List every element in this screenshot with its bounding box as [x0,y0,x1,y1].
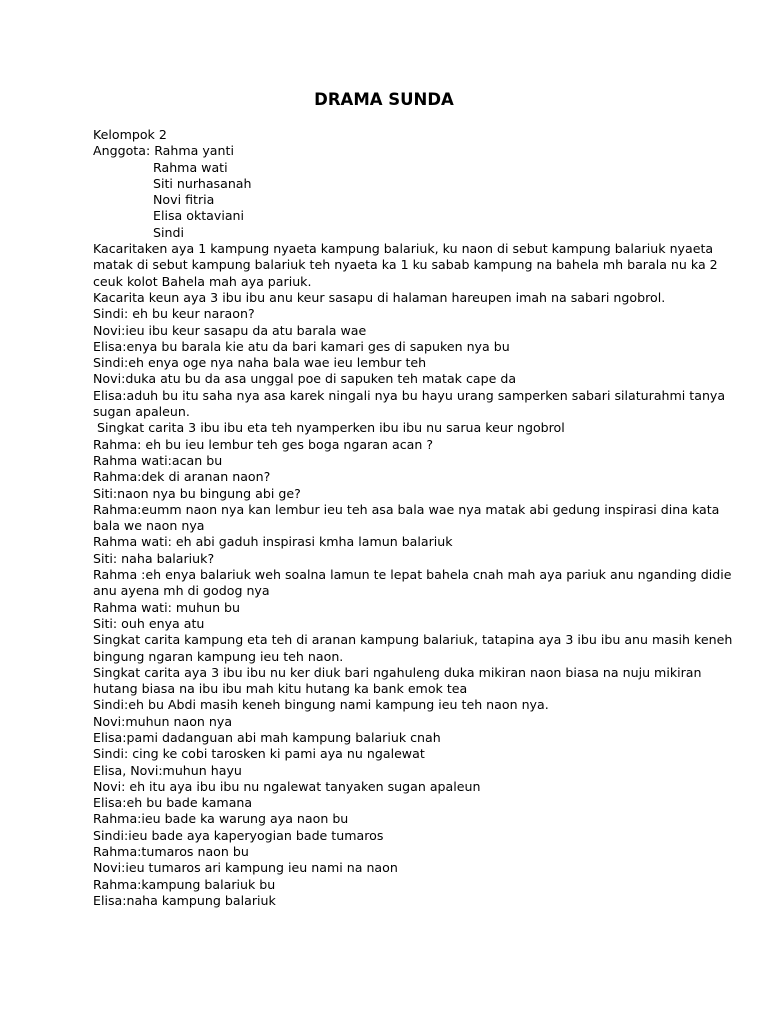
text-line: Kacaritaken aya 1 kampung nyaeta kampung balariuk, ku naon di sebut kampung balariuk nyaeta [93,241,714,257]
text-line: bala we naon nya [93,518,205,534]
text-line: Elisa:enya bu barala kie atu da bari kamari ges di sapuken nya bu [93,338,510,354]
text-line: Novi:muhun naon nya [93,713,233,729]
text-line: Rahma:ieu bade ka warung aya naon bu [93,811,349,827]
member-line: Rahma wati [153,159,228,175]
text-line: Siti: naha balariuk? [93,550,215,566]
text-line: Kacarita keun aya 3 ibu ibu anu keur sasapu di halaman hareupen imah na sabari ngobrol. [93,289,666,305]
member-line: Siti nurhasanah [153,175,252,191]
text-line: Novi:ieu ibu keur sasapu da atu barala wae [93,322,367,338]
member-line: Elisa oktaviani [153,208,245,224]
members-label-line: Anggota: Rahma yanti [93,143,234,159]
text-line: Rahma:dek di aranan naon? [93,469,271,485]
text-line: Singkat carita 3 ibu ibu eta teh nyamperken ibu ibu nu sarua keur ngobrol [93,420,565,436]
text-line: Rahma:tumaros naon bu [93,844,249,860]
text-line: Siti: ouh enya atu [93,615,205,631]
text-line: Singkat carita aya 3 ibu ibu nu ker diuk bari ngahuleng duka mikiran naon biasa na nuju mikiran [93,664,702,680]
text-line: Rahma wati: eh abi gaduh inspirasi kmha lamun balariuk [93,534,453,550]
text-line: Sindi: eh bu keur naraon? [93,306,255,322]
text-line: Novi:duka atu bu da asa unggal poe di sapuken teh matak cape da [93,371,517,387]
text-line: Rahma :eh enya balariuk weh soalna lamun te lepat bahela cnah mah aya pariuk anu nganding didie [93,567,732,583]
group-line: Kelompok 2 [93,127,167,142]
text-line: Sindi:ieu bade aya kaperyogian bade tumaros [93,827,384,843]
text-line: Elisa, Novi:muhun hayu [93,762,242,778]
text-line: bingung ngaran kampung ieu teh naon. [93,648,344,664]
text-line: ceuk kolot Bahela mah aya pariuk. [93,273,312,289]
text-line: Rahma:kampung balariuk bu [93,876,276,892]
text-line: Novi:ieu tumaros ari kampung ieu nami na naon [93,860,398,876]
text-line: Siti:naon nya bu bingung abi ge? [93,485,301,501]
text-line: anu ayena mh di godog nya [93,583,270,599]
text-line: Rahma:eumm naon nya kan lembur ieu teh asa bala wae nya matak abi gedung inspirasi dina kata [93,501,720,517]
document-title: DRAMA SUNDA [314,90,454,109]
member-line: Novi fitria [153,192,215,208]
text-line: Elisa:pami dadanguan abi mah kampung balariuk cnah [93,729,441,745]
text-line: Elisa:naha kampung balariuk [93,892,276,908]
text-line: hutang biasa na ibu ibu mah kitu hutang ka bank emok tea [93,681,468,697]
text-line: Sindi:eh bu Abdi masih keneh bingung nami kampung ieu teh naon nya. [93,697,549,713]
text-line: Rahma wati: muhun bu [93,599,241,615]
text-line: Elisa:aduh bu itu saha nya asa karek ningali nya bu hayu urang samperken sabari silaturahmi tanya [93,387,726,403]
member-line: Sindi [153,224,184,240]
text-line: Elisa:eh bu bade kamana [93,795,253,811]
text-line: Sindi: cing ke cobi tarosken ki pami aya nu ngalewat [93,746,425,762]
text-line: Rahma wati:acan bu [93,452,223,468]
document-body [93,127,733,909]
text-line: matak di sebut kampung balariuk teh nyaeta ka 1 ku sabab kampung na bahela mh barala nu ka 2 [93,257,718,273]
text-line: Novi: eh itu aya ibu ibu nu ngalewat tanyaken sugan apaleun [93,778,481,794]
text-line: sugan apaleun. [93,404,190,420]
text-line: Rahma: eh bu ieu lembur teh ges boga ngaran acan ? [93,436,434,452]
text-line: Sindi:eh enya oge nya naha bala wae ieu lembur teh [93,355,427,371]
text-line: Singkat carita kampung eta teh di aranan kampung balariuk, tatapina aya 3 ibu ibu anu masih keneh [93,632,733,648]
